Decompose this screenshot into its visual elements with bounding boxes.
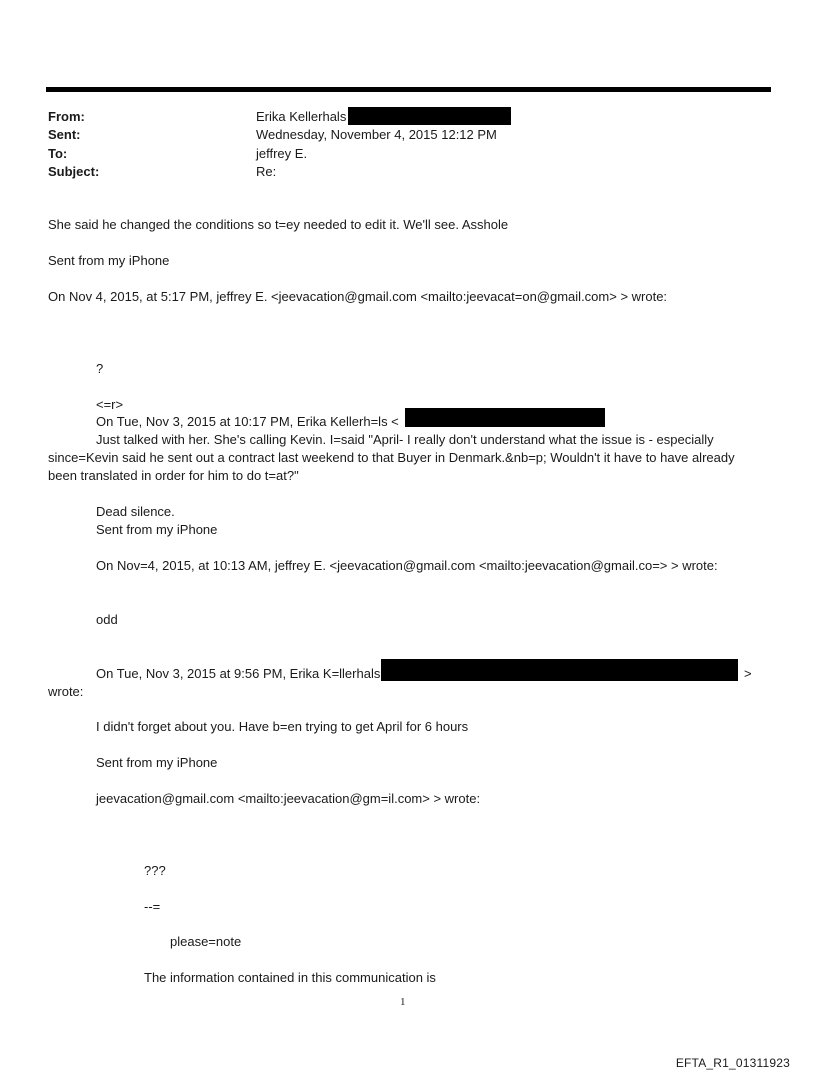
from-label: From: <box>48 109 85 124</box>
redaction-from-email <box>348 107 511 125</box>
to-label: To: <box>48 146 68 161</box>
wrote-text: wrote: <box>48 684 84 699</box>
quote-header-4: On Tue, Nov 3, 2015 at 9:56 PM, Erika K=llerhals <box>96 666 381 681</box>
quote-header-3: On Nov=4, 2015, at 10:13 AM, jeffrey E. <jeevacation@gmail.com <mailto:jeevacation@gmail.co=> > wrote: <box>96 558 718 573</box>
paragraph-line-3: been translated in order for him to do t=at?" <box>48 468 299 483</box>
dead-silence: Dead silence. <box>96 504 175 519</box>
quote-header-1: On Nov 4, 2015, at 5:17 PM, jeffrey E. <jeevacation@gmail.com <mailto:jeevacat=on@gmail.com> > wrote: <box>48 289 668 304</box>
quote-header-4-end: > <box>744 666 752 681</box>
from-value: Erika Kellerhals <box>256 109 347 124</box>
redaction-email-4 <box>381 659 738 681</box>
signature-1: Sent from my iPhone <box>48 253 170 268</box>
dashes: --= <box>144 899 161 914</box>
subject-value: Re: <box>256 164 277 179</box>
page-number: 1 <box>400 996 406 1008</box>
odd-text: odd <box>96 612 118 627</box>
signature-3: Sent from my iPhone <box>96 755 218 770</box>
triple-question: ??? <box>144 863 166 878</box>
subject-label: Subject: <box>48 164 100 179</box>
header-rule <box>46 87 771 92</box>
redaction-email-2 <box>405 408 605 427</box>
quote-header-2: On Tue, Nov 3, 2015 at 10:17 PM, Erika Kellerh=ls < <box>96 414 399 429</box>
info-line: The information contained in this communication is <box>144 970 436 985</box>
question-mark: ? <box>96 361 104 376</box>
r-tag: <=r> <box>96 397 124 412</box>
sent-value: Wednesday, November 4, 2015 12:12 PM <box>256 127 497 142</box>
signature-2: Sent from my iPhone <box>96 522 218 537</box>
body-line-1: She said he changed the conditions so t=ey needed to edit it. We'll see. Asshole <box>48 217 509 232</box>
footer-id: EFTA_R1_01311923 <box>675 1056 790 1070</box>
sent-label: Sent: <box>48 127 81 142</box>
forgot-line: I didn't forget about you. Have b=en trying to get April for 6 hours <box>96 719 469 734</box>
please-note: please=note <box>170 934 242 949</box>
quote-header-5: jeevacation@gmail.com <mailto:jeevacation@gm=il.com> > wrote: <box>96 791 481 806</box>
to-value: jeffrey E. <box>256 146 308 161</box>
paragraph-line-2: since=Kevin said he sent out a contract last weekend to that Buyer in Denmark.&nb=p; Wouldn't it have to have already <box>48 450 735 465</box>
paragraph-line-1: Just talked with her. She's calling Kevin. I=said "April- I really don't understand what the issue is - especially <box>96 432 714 447</box>
